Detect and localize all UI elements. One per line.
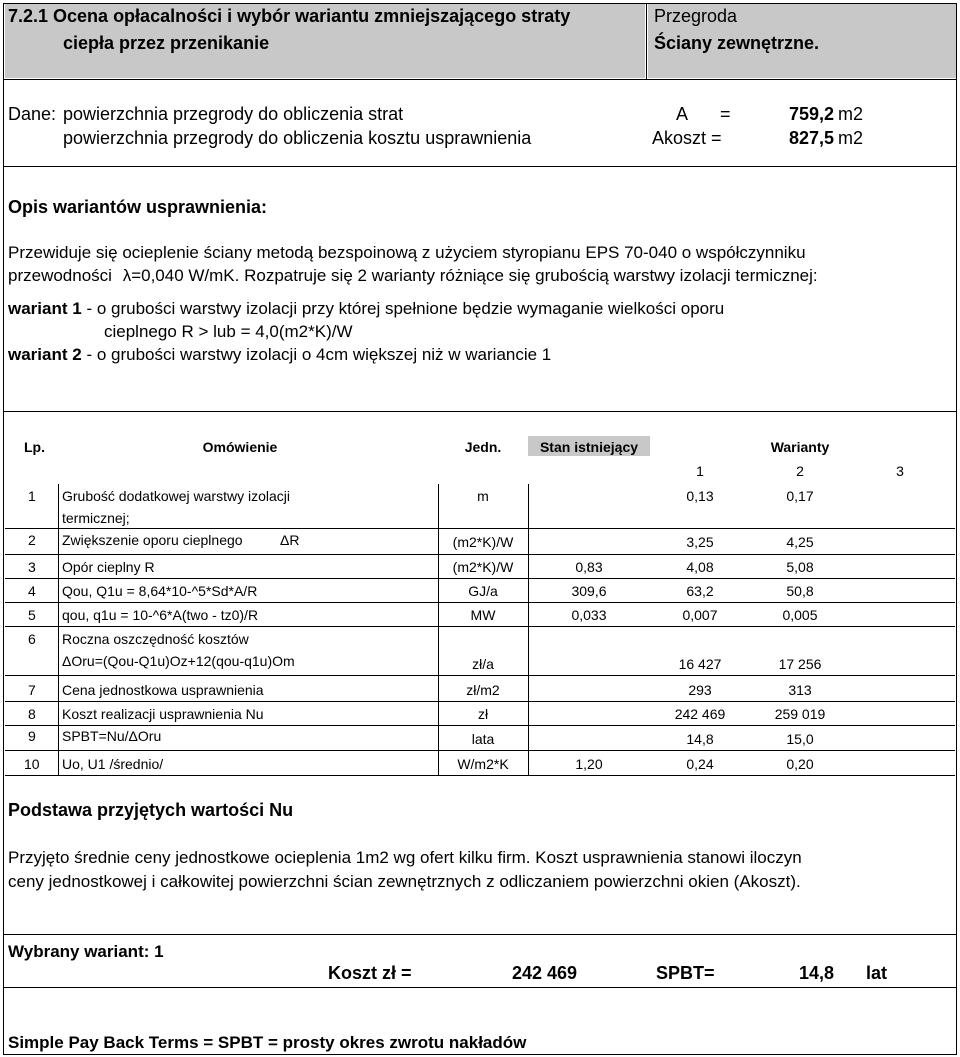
variant1-text: - o grubości warstwy izolacji przy której spełnione będzie wymaganie wielkości oporu (86, 299, 725, 318)
area-cost-text: powierzchnia przegrody do obliczenia kosztu usprawnienia (63, 128, 532, 148)
col-variant2-header: 2 (796, 463, 804, 479)
table-row-v2: 4,25 (786, 534, 814, 550)
col-desc-header: Omówienie (202, 439, 278, 455)
cost-value: 242 469 (512, 963, 578, 983)
table-row-lp: 9 (28, 728, 36, 744)
table-row-v1: 3,25 (686, 534, 714, 550)
table-row-unit: m (477, 488, 489, 504)
partition-value: Ściany zewnętrzne. (654, 33, 820, 53)
table-row-desc-line (62, 728, 161, 744)
table-row-v2: 0,005 (782, 607, 818, 623)
table-row-v2: 17 256 (778, 656, 822, 672)
table-row-v2: 0,17 (786, 488, 814, 504)
table-row-v2: 313 (788, 682, 812, 698)
document-frame (3, 3, 957, 1055)
table-row-desc: Uo, U1 /średnio/ (62, 756, 164, 772)
table-row-v1: 242 469 (674, 706, 726, 722)
table-row-v1: 63,2 (686, 583, 714, 599)
table-row-desc: qou, q1u = 10-^6*A(two - tz0)/R (62, 607, 259, 623)
basis-line1: Przyjęto średnie ceny jednostkowe ocieplenia 1m2 wg ofert kilku firm. Koszt usprawnienia stanowi iloczyn (8, 848, 802, 867)
cost-label: Koszt zł = (328, 963, 412, 983)
given-label: Dane: (8, 104, 57, 124)
area-loss-unit: m2 (838, 104, 864, 124)
table-row-lp: 2 (28, 532, 36, 548)
row-separator (5, 725, 955, 726)
table-row-v2: 15,0 (786, 731, 814, 747)
conductivity-value: =0,040 W/mK. (131, 266, 240, 285)
table-row-unit: (m2*K)/W (452, 559, 514, 575)
area-loss-value: 759,2 (788, 104, 834, 124)
table-row-lp: 6 (28, 631, 36, 647)
table-row-current: 1,20 (575, 756, 603, 772)
selected-bottom-rule (3, 987, 957, 988)
variant2-line (8, 345, 551, 365)
table-row-unit: lata (471, 731, 495, 747)
conductivity-label: przewodności (8, 266, 112, 285)
column-divider (58, 484, 59, 775)
area-cost-value: 827,5 (788, 128, 834, 148)
table-row-lp: 1 (28, 488, 36, 504)
row-separator (5, 675, 955, 676)
description-para2 (8, 266, 818, 286)
area-cost-unit: m2 (838, 128, 864, 148)
row-separator (5, 578, 955, 579)
table-row-unit: W/m2*K (457, 756, 509, 772)
row-separator (5, 750, 955, 751)
col-variant1-header: 1 (696, 463, 704, 479)
partition-label: Przegroda (654, 6, 738, 26)
section-title: 7.2.1 Ocena opłacalności i wybór wariantu zmniejszającego straty (8, 6, 571, 26)
table-row-v1: 0,24 (686, 756, 714, 772)
variant2-text: - o grubości warstwy izolacji o 4cm większej niż w wariancie 1 (86, 345, 552, 364)
table-row-v2: 259 019 (774, 706, 826, 722)
selected-variant: Wybrany wariant: 1 (8, 942, 164, 961)
table-row-desc: Opór cieplny R (62, 559, 155, 575)
col-current-header: Stan istniejący (539, 439, 639, 455)
table-row-current: 0,033 (571, 607, 607, 623)
col-variants-header: Warianty (770, 439, 830, 455)
variant2-label: wariant 2 (8, 345, 82, 364)
area-loss-symbol: A (676, 104, 689, 124)
row-separator (5, 554, 955, 555)
table-row-desc: Grubość dodatkowej warstwy izolacji (62, 488, 290, 504)
table-row-v2: 50,8 (786, 583, 814, 599)
table-row-desc: Koszt realizacji usprawnienia Nu (62, 706, 264, 722)
area-cost-symbol: Akoszt = (652, 128, 722, 148)
spbt-value: 14,8 (798, 963, 834, 983)
row-separator (5, 528, 955, 529)
description-para1: Przewiduje się ocieplenie ściany metodą bezspoinową z użyciem styropianu EPS 70-040 o współczynniku (8, 243, 806, 262)
table-row-current: 0,83 (575, 559, 603, 575)
savings-formula: Oru=(Qou-Q1u)Oz+12(qou-q1u)Om (71, 653, 295, 669)
table-row-desc: Zwiększenie oporu cieplnego (62, 532, 243, 548)
delta-icon: Δ (280, 532, 290, 548)
table-row-desc: SPBT=Nu/ (62, 728, 129, 744)
savings-symbol: Oru (137, 728, 162, 744)
table-row-desc: Roczna oszczędność kosztów (62, 631, 249, 647)
table-row-desc2: termicznej; (62, 510, 130, 526)
delta-icon: Δ (128, 728, 138, 744)
variants-heading: Opis wariantów usprawnienia: (8, 197, 268, 217)
table-row-unit: zł/a (472, 656, 494, 672)
table-row-formula (62, 653, 295, 669)
spbt-unit: lat (866, 963, 888, 983)
col-unit-header: Jedn. (464, 439, 502, 455)
table-row-v1: 16 427 (678, 656, 722, 672)
col-variant3-header: 3 (896, 463, 904, 479)
table-row-current: 309,6 (571, 583, 607, 599)
table-row-v1: 0,007 (682, 607, 718, 623)
area-loss-text: powierzchnia przegrody do obliczenia strat (63, 104, 404, 124)
description-bottom-rule (3, 411, 957, 412)
column-divider (528, 484, 529, 775)
table-row-unit: MW (470, 607, 496, 623)
table-row-lp: 5 (28, 607, 36, 623)
header-divider (646, 3, 647, 79)
basis-line2: ceny jednostkowej i całkowitej powierzchni ścian zewnętrznych z odliczaniem powierzchni okien (Akoszt). (8, 872, 801, 891)
column-divider (438, 484, 439, 775)
table-row-v1: 14,8 (686, 731, 714, 747)
table-row-unit: zł (477, 706, 489, 722)
section-title-line2: ciepła przez przenikanie (63, 33, 270, 53)
resistance-symbol: R (289, 532, 300, 548)
table-row-symbol (280, 532, 299, 548)
table-row-unit: zł/m2 (466, 682, 500, 698)
table-row-lp: 7 (28, 682, 36, 698)
table-row-v2: 0,20 (786, 756, 814, 772)
row-separator (5, 701, 955, 702)
table-row-desc: Cena jednostkowa usprawnienia (62, 682, 264, 698)
table-row-v1: 4,08 (686, 559, 714, 575)
variants-intro: Rozpatruje się 2 warianty różniące się grubością warstwy izolacji termicznej: (244, 266, 818, 285)
spbt-definition: Simple Pay Back Terms = SPBT = prosty okres zwrotu nakładów (8, 1033, 527, 1052)
row-separator (5, 626, 955, 627)
table-row-v1: 0,13 (686, 488, 714, 504)
table-row-desc: Qou, Q1u = 8,64*10-^5*Sd*A/R (62, 583, 258, 599)
lambda-symbol: λ (122, 266, 132, 285)
table-row-v2: 5,08 (786, 559, 814, 575)
row-separator (5, 602, 955, 603)
header-bottom-rule (3, 79, 957, 80)
given-bottom-rule (3, 166, 957, 167)
area-loss-equals: = (720, 104, 731, 124)
table-row-lp: 10 (24, 756, 40, 772)
table-row-unit: (m2*K)/W (452, 534, 514, 550)
variant1-line (8, 299, 724, 319)
table-row-v1: 293 (688, 682, 712, 698)
delta-icon: Δ (62, 653, 72, 669)
basis-heading: Podstawa przyjętych wartości Nu (8, 800, 294, 820)
table-row-lp: 4 (28, 583, 36, 599)
row-separator (5, 775, 955, 776)
table-row-lp: 8 (28, 706, 36, 722)
table-row-lp: 3 (28, 559, 36, 575)
variant1-text2: cieplnego R > lub = 4,0(m2*K)/W (104, 322, 353, 341)
spbt-label: SPBT= (656, 963, 715, 983)
col-lp-header: Lp. (24, 439, 45, 455)
table-row-unit: GJ/a (468, 583, 498, 599)
variant1-label: wariant 1 (8, 299, 82, 318)
basis-bottom-rule (3, 934, 957, 935)
